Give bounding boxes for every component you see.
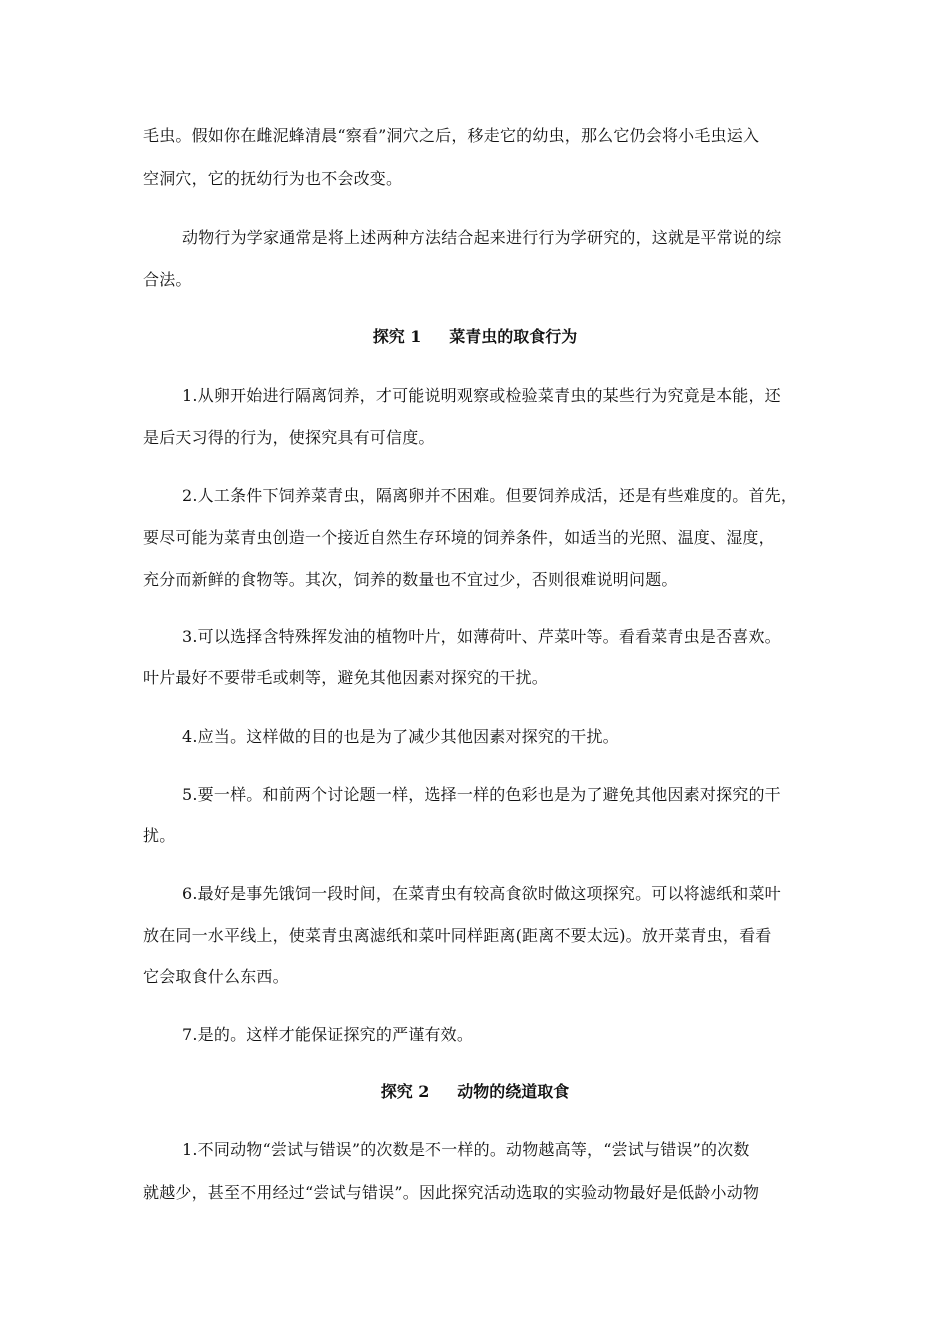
section1-heading: 探究 1 菜青虫的取食行为 (372, 327, 578, 346)
s1-p7-line-1: 7.是的。这样才能保证探究的严谨有效。 (182, 1025, 474, 1044)
intro-line-2: 空洞穴，它的抚幼行为也不会改变。 (143, 169, 403, 188)
s2-p1-line-1: 1.不同动物“尝试与错误”的次数是不一样的。动物越高等，“尝试与错误”的次数 (182, 1140, 750, 1159)
s1-p2-line-1: 2.人工条件下饲养菜青虫，隔离卵并不困难。但要饲养成活，还是有些难度的。首先， (182, 486, 798, 505)
s1-p5-line-1: 5.要一样。和前两个讨论题一样，选择一样的色彩也是为了避免其他因素对探究的干 (182, 785, 781, 804)
s1-p2-line-2: 要尽可能为菜青虫创造一个接近自然生存环境的饲养条件，如适当的光照、温度、湿度， (143, 528, 775, 547)
intro-line-4: 合法。 (143, 270, 192, 289)
s1-p4-line-1: 4.应当。这样做的目的也是为了减少其他因素对探究的干扰。 (182, 727, 619, 746)
s1-p3-line-2: 叶片最好不要带毛或刺等，避免其他因素对探究的干扰。 (143, 668, 549, 687)
intro-line-1: 毛虫。假如你在雌泥蜂清晨“察看”洞穴之后，移走它的幼虫，那么它仍会将小毛虫运入 (143, 126, 760, 145)
s1-p5-line-2: 扰。 (143, 826, 176, 845)
s1-p6-line-1: 6.最好是事先饿饲一段时间，在菜青虫有较高食欲时做这项探究。可以将滤纸和菜叶 (182, 884, 781, 903)
s1-p1-line-1: 1.从卵开始进行隔离饲养，才可能说明观察或检验菜青虫的某些行为究竟是本能，还 (182, 386, 781, 405)
s2-p1-line-2: 就越少，甚至不用经过“尝试与错误”。因此探究活动选取的实验动物最好是低龄小动物 (143, 1183, 760, 1202)
s1-p6-line-2: 放在同一水平线上，使菜青虫离滤纸和菜叶同样距离(距离不要太远)。放开菜青虫，看看 (143, 926, 772, 945)
s1-p2-line-3: 充分而新鲜的食物等。其次，饲养的数量也不宜过少，否则很难说明问题。 (143, 570, 678, 589)
s1-p1-line-2: 是后天习得的行为，使探究具有可信度。 (143, 428, 435, 447)
s1-p6-line-3: 它会取食什么东西。 (143, 967, 289, 986)
section2-heading: 探究 2 动物的绕道取食 (380, 1082, 570, 1101)
s1-p3-line-1: 3.可以选择含特殊挥发油的植物叶片，如薄荷叶、芹菜叶等。看看菜青虫是否喜欢。 (182, 627, 781, 646)
intro-line-3: 动物行为学家通常是将上述两种方法结合起来进行行为学研究的，这就是平常说的综 (182, 228, 782, 247)
